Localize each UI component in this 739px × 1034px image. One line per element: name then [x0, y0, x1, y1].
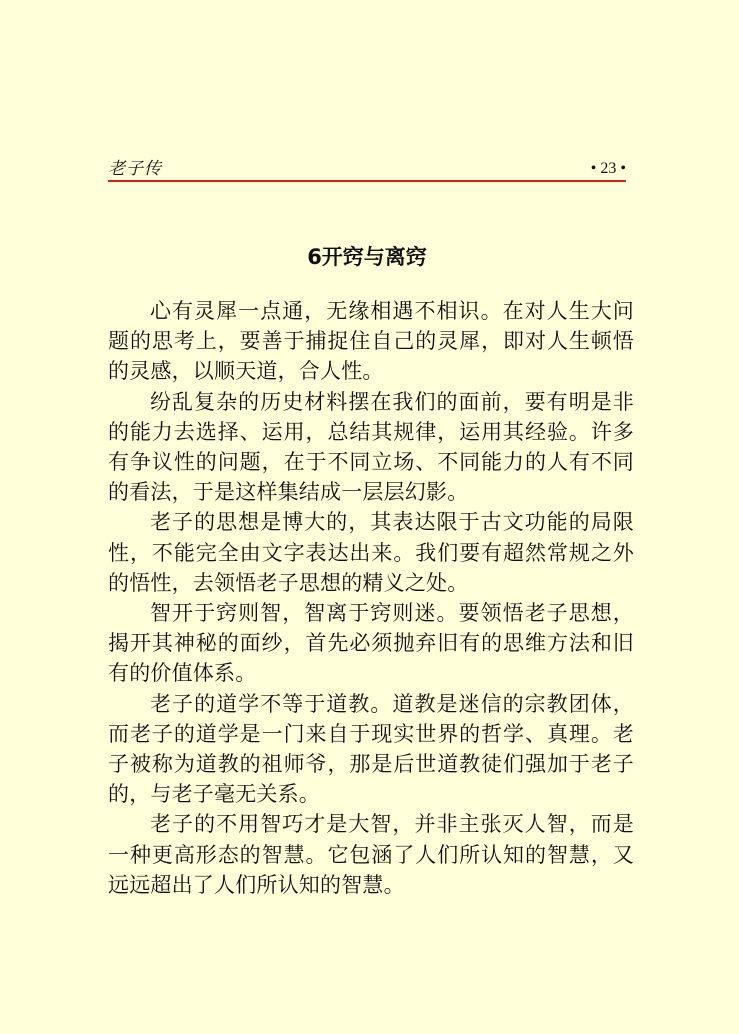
paragraph: 老子的不用智巧才是大智，并非主张灭人智，而是一种更高形态的智慧。它包涵了人们所认知的智慧，又远远超出了人们所认知的智慧。 [108, 812, 634, 897]
paragraph: 心有灵犀一点通，无缘相遇不相识。在对人生大问题的思考上，要善于捕捉住自己的灵犀，即对人生顿悟的灵感，以顺天道，合人性。 [108, 299, 634, 384]
paragraph: 智开于窍则智，智离于窍则迷。要领悟老子思想，揭开其神秘的面纱，首先必须抛弃旧有的思维方法和旧有的价值体系。 [108, 601, 634, 686]
running-header [108, 158, 626, 180]
paragraph: 老子的思想是博大的，其表达限于古文功能的局限性，不能完全由文字表达出来。我们要有超然常规之外的悟性，去领悟老子思想的精义之处。 [108, 510, 634, 595]
header-rule [108, 180, 626, 182]
chapter-title: 6开窍与离窍 [307, 245, 427, 269]
book-title: 老子传 [108, 159, 162, 179]
body-text [108, 296, 634, 900]
paragraph: 老子的道学不等于道教。道教是迷信的宗教团体，而老子的道学是一门来自于现实世界的哲学、真理。老子被称为道教的祖师爷，那是后世道教徒们强加于老子的，与老子毫无关系。 [108, 691, 634, 807]
paragraph: 纷乱复杂的历史材料摆在我们的面前，要有明是非的能力去选择、运用，总结其规律，运用其经验。许多有争议性的问题，在于不同立场、不同能力的人有不同的看法，于是这样集结成一层层幻影。 [108, 389, 634, 505]
page-number: • 23 • [590, 160, 626, 177]
